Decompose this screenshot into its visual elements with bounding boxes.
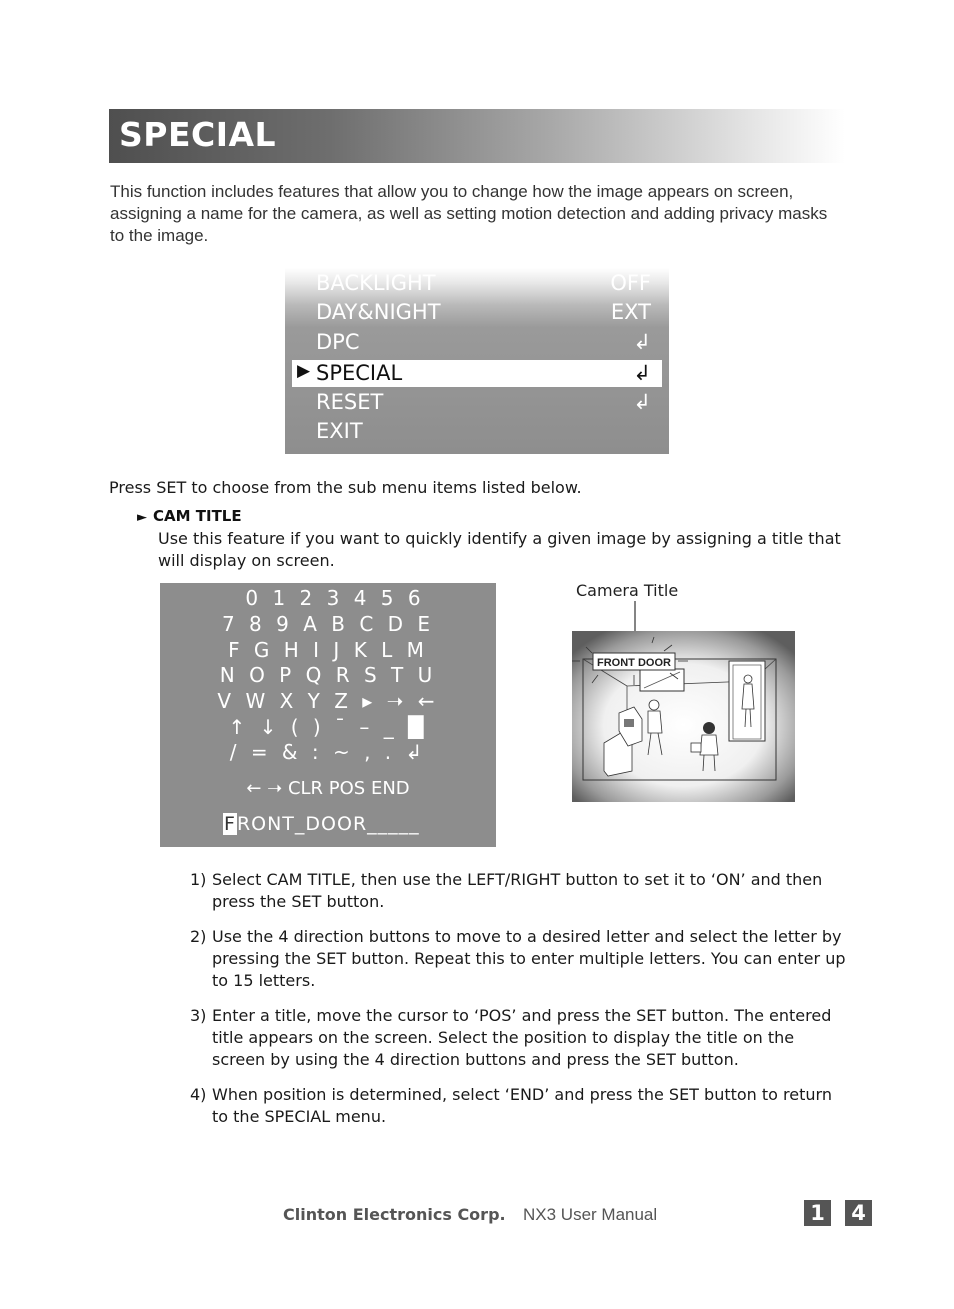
press-set-instruction: Press SET to choose from the sub menu items listed below. (109, 478, 582, 497)
menu-item-exit (285, 418, 669, 447)
enter-icon: ↲ (633, 361, 651, 385)
step-item (190, 869, 850, 913)
step-item (190, 1005, 850, 1071)
menu-item-day-night (285, 299, 669, 328)
title-entry-field (223, 813, 420, 835)
step-number: 4) (190, 1085, 207, 1104)
menu-item-value: EXT (610, 300, 651, 324)
camera-title-leader-line (620, 601, 660, 635)
triangle-bullet-icon: ► (137, 510, 147, 525)
section-title: SPECIAL (119, 115, 277, 154)
enter-icon: ↲ (633, 390, 651, 414)
menu-item-label: BACKLIGHT (316, 271, 436, 295)
camera-view-illustration (572, 631, 795, 802)
osd-main-menu (285, 268, 669, 454)
menu-item-backlight (285, 270, 669, 299)
menu-item-dpc (285, 329, 669, 358)
enter-icon: ↲ (633, 330, 651, 354)
title-entry-text: RONT_DOOR_____ (236, 813, 420, 835)
char-grid-row: V W X Y Z ▸ ➝ ← (217, 689, 439, 713)
menu-item-label: DPC (316, 330, 360, 354)
page-number-digit: 1 (804, 1200, 831, 1226)
cam-title-heading-text: CAM TITLE (153, 507, 242, 525)
step-text: Enter a title, move the cursor to ‘POS’ and press the SET button. The entered title appears on the screen. Select the position to display the title on the screen by using the 4 direction buttons and press the SET button. (212, 1006, 832, 1069)
char-grid-row: 0 1 2 3 4 5 6 (245, 586, 425, 610)
menu-item-special (285, 360, 669, 389)
char-grid-row: / = & : ~ , . ↲ (229, 740, 427, 764)
menu-item-reset (285, 389, 669, 418)
step-text: Select CAM TITLE, then use the LEFT/RIGHT button to set it to ‘ON’ and then press the SET button. (212, 870, 823, 911)
char-grid-row: 7 8 9 A B C D E (221, 612, 435, 636)
char-grid-nav-row: ← ➝ CLR POS END (246, 778, 410, 799)
step-text: Use the 4 direction buttons to move to a desired letter and select the letter by pressing the SET button. Repeat this to enter multiple letters. You can enter up to 15 letters. (212, 927, 846, 990)
footer-company-name: Clinton Electronics Corp. (283, 1205, 506, 1224)
camera-title-label: Camera Title (576, 581, 679, 600)
char-grid-row: F G H I J K L M (228, 638, 428, 662)
cam-title-description: Use this feature if you want to quickly identify a given image by assigning a title that will display on screen. (158, 529, 841, 570)
intro-paragraph: This function includes features that allow you to change how the image appears on screen, assigning a name for the camera, as well as setting motion detection and adding privacy masks to the image. (110, 182, 828, 245)
menu-item-label: DAY&NIGHT (316, 300, 441, 324)
step-number: 1) (190, 870, 207, 889)
character-grid-osd (160, 583, 496, 847)
step-number: 3) (190, 1006, 207, 1025)
selection-arrow-icon: ▶ (297, 361, 311, 381)
footer-manual-name: NX3 User Manual (523, 1205, 658, 1224)
menu-item-label: SPECIAL (316, 361, 403, 385)
cam-title-heading (137, 507, 242, 525)
char-grid-row: N O P Q R S T U (219, 663, 437, 687)
menu-item-label: EXIT (316, 419, 363, 443)
step-item (190, 926, 850, 992)
char-grid-row: ↑ ↓ ( ) ¯ – _ █ (228, 715, 428, 739)
title-entry-cursor: F (224, 813, 236, 835)
step-text: When position is determined, select ‘END’ and press the SET button to return to the SPECIAL menu. (212, 1085, 832, 1126)
step-item (190, 1084, 850, 1128)
steps-list (190, 869, 850, 1141)
section-header-bar (109, 109, 845, 163)
illustration-title-text: FRONT DOOR (597, 657, 671, 669)
step-number: 2) (190, 927, 207, 946)
menu-item-value: OFF (610, 271, 651, 295)
menu-item-label: RESET (316, 390, 384, 414)
page-number-digit: 4 (845, 1200, 872, 1226)
